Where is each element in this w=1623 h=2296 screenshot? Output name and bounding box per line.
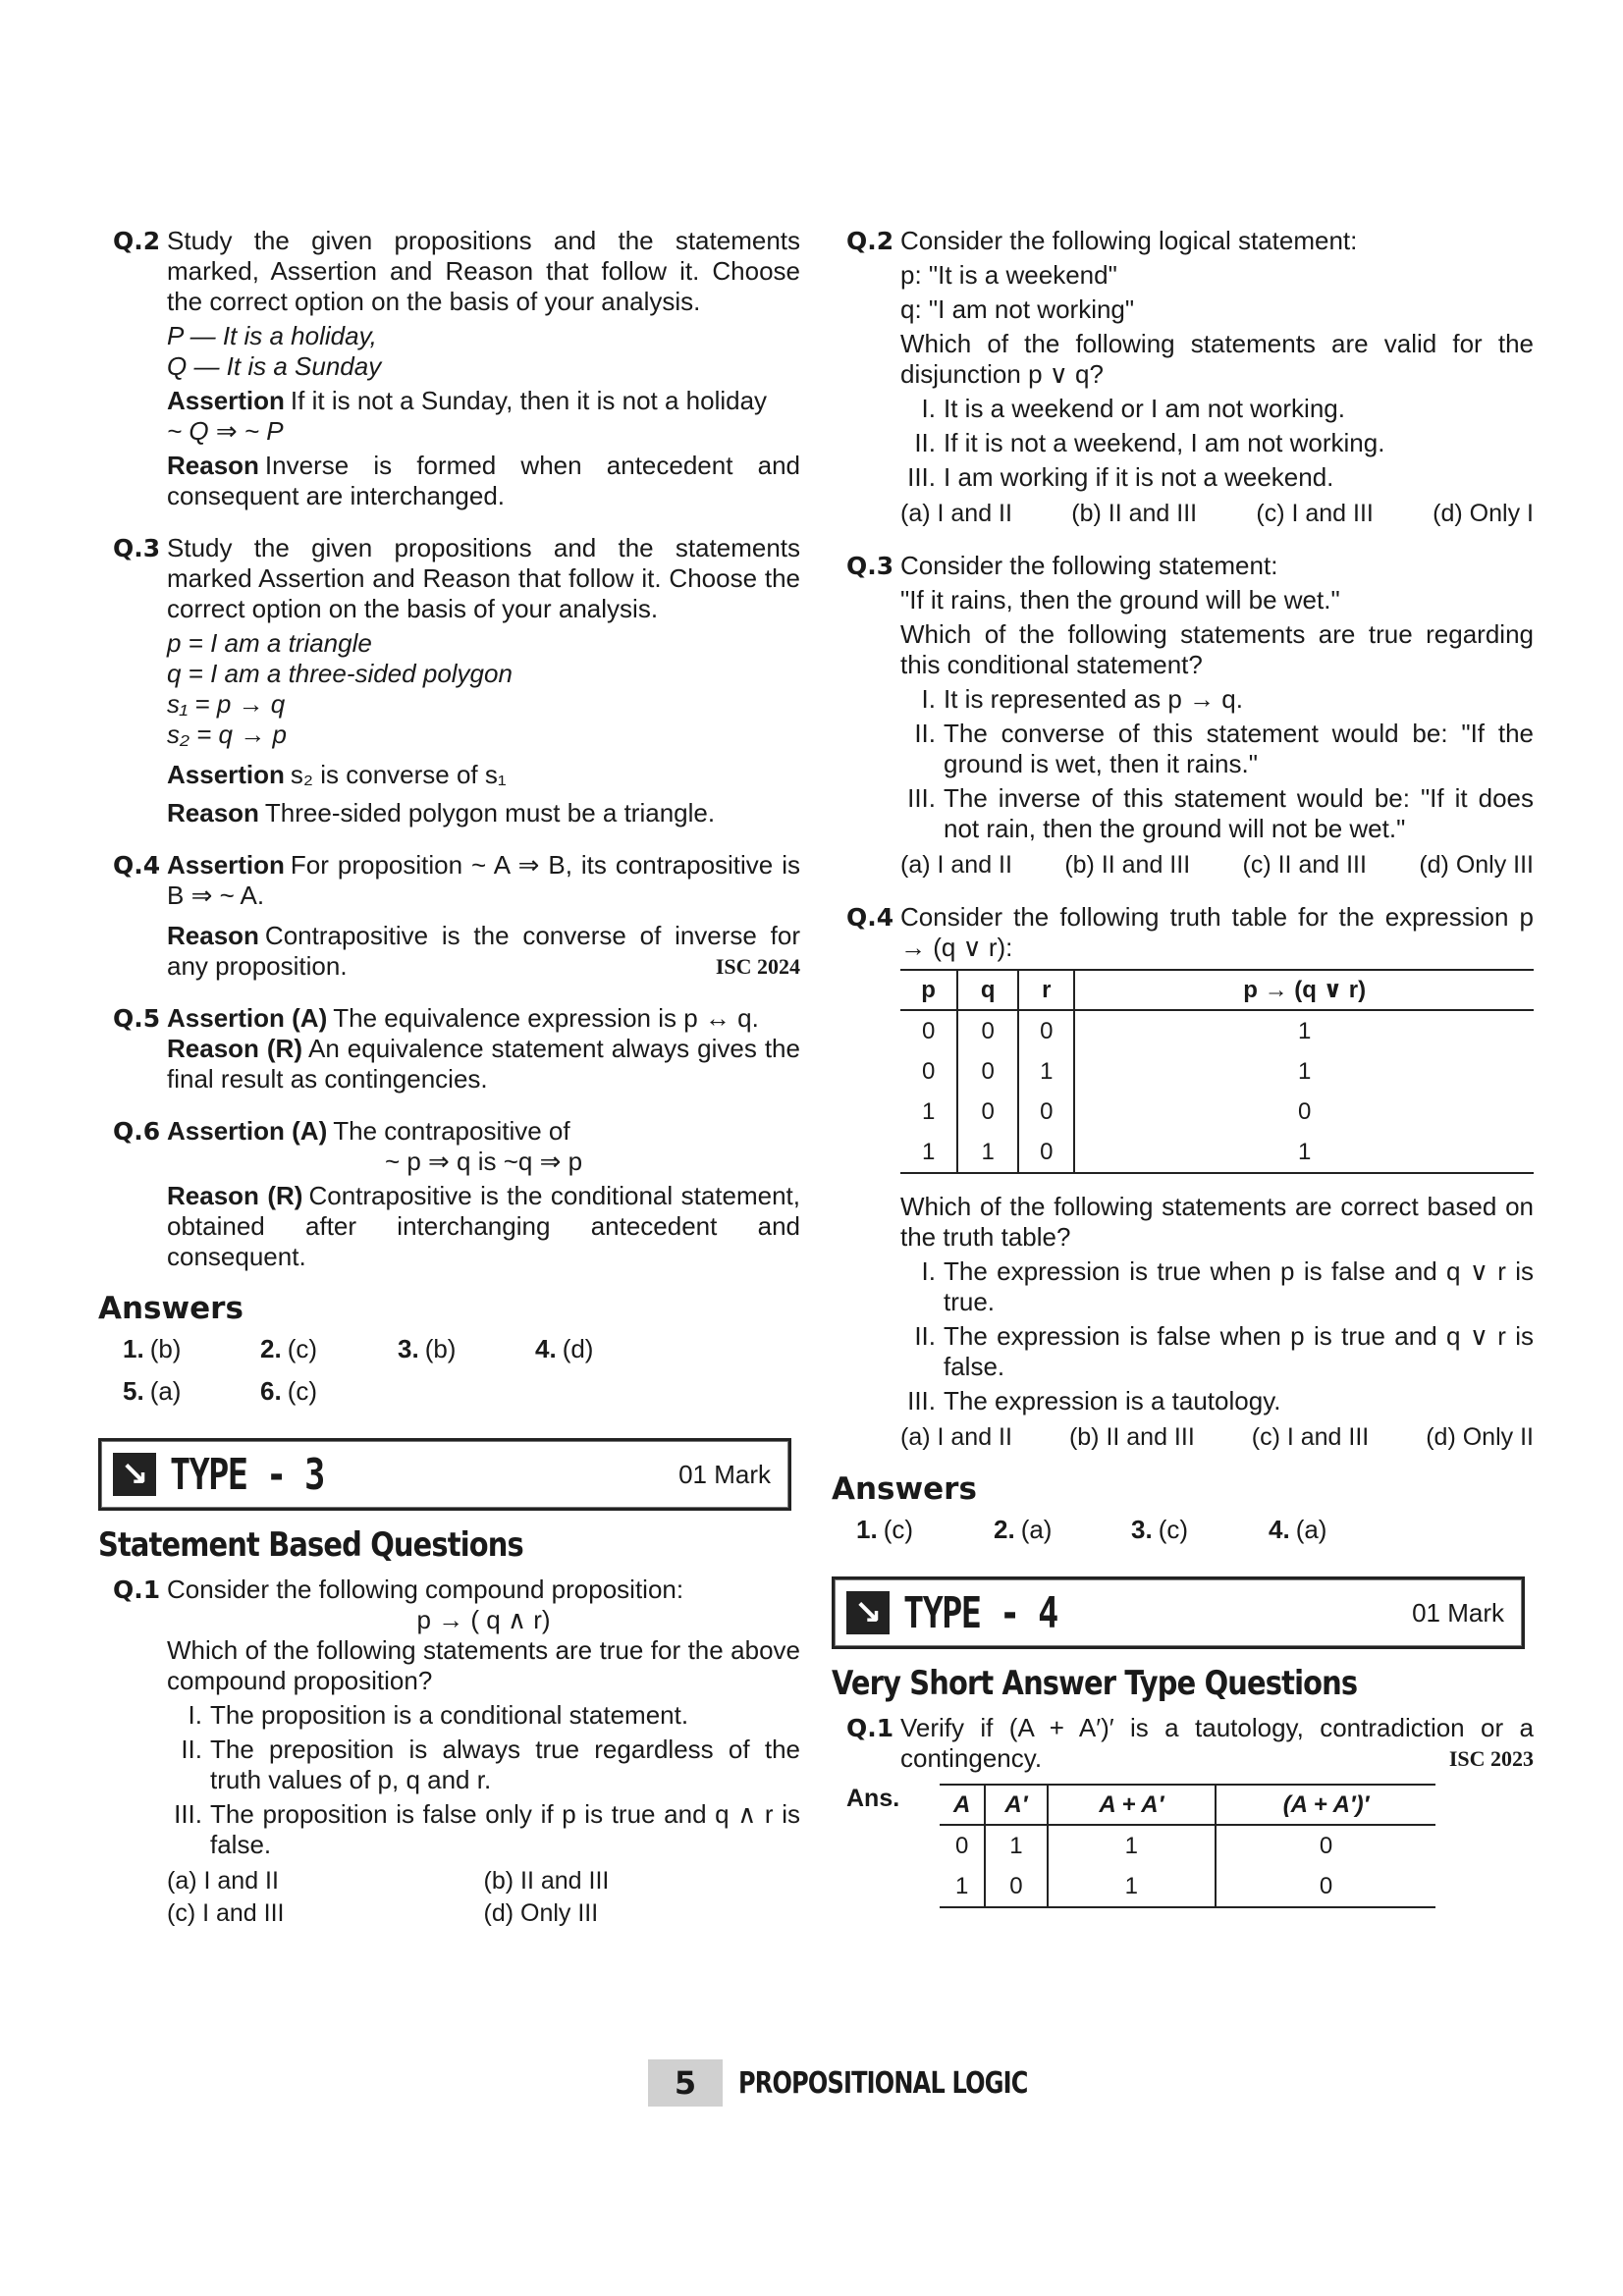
reason-label: Reason (R) <box>167 1181 303 1210</box>
assertion <box>167 386 800 416</box>
question-text: Consider the following compound proposition: <box>167 1575 684 1604</box>
answers-heading: Answers <box>98 1291 243 1326</box>
answer-item: 5. (a) <box>123 1376 182 1406</box>
reason-label: Reason <box>167 798 259 828</box>
statement-item: III. The proposition is false only if p is true and q ∧ r is false. <box>174 1799 800 1859</box>
option: (a) I and II <box>167 1867 279 1895</box>
question-4-assertion <box>113 850 800 982</box>
question-3-assertion <box>113 533 800 828</box>
option: (a) I and II <box>900 500 1012 527</box>
table-row: 0 1 1 0 <box>940 1825 1435 1866</box>
statement-item: I. The proposition is a conditional statement. <box>188 1700 689 1730</box>
exam-tag: ISC 2024 <box>715 954 800 979</box>
assertion-text: If it is not a Sunday, then it is not a holiday <box>290 386 768 415</box>
table-row: 0 0 0 1 <box>900 1010 1534 1051</box>
type-mark: 01 Mark <box>1412 1597 1504 1628</box>
answer-block <box>846 1784 1534 1908</box>
quoted-statement: "If it rains, then the ground will be wet." <box>900 585 1340 614</box>
statement-item: II. The preposition is always true regardless of the truth values of p, q and r. <box>181 1735 800 1794</box>
option: (c) I and III <box>1251 1423 1370 1451</box>
page-footer <box>648 2059 1100 2107</box>
statement-question-4 <box>846 902 1534 1453</box>
option: (b) II and III <box>1071 500 1198 527</box>
question-text-2: Which of the following statements are correct based on the truth table? <box>900 1192 1534 1252</box>
answer-item: 3. (c) <box>1131 1515 1189 1544</box>
answer-item: 4. (d) <box>535 1334 594 1363</box>
type-mark: 01 Mark <box>678 1459 771 1489</box>
proposition-line: s₂ = q → p <box>167 720 287 749</box>
question-text: Study the given propositions and the statements marked Assertion and Reason that follow it. Choose the correct option on the basis of your analysis. <box>167 533 800 623</box>
answer-label: Ans. <box>846 1785 900 1812</box>
statement-question-1 <box>113 1575 800 1929</box>
proposition-q: q: "I am not working" <box>900 294 1135 324</box>
proposition-p: p: "It is a weekend" <box>900 260 1117 290</box>
reason-text: Inverse is formed when antecedent and consequent are interchanged. <box>167 451 800 510</box>
chapter-title: PROPOSITIONAL LOGIC <box>738 2065 1028 2101</box>
assertion-text: The contrapositive of <box>333 1116 570 1146</box>
answers-list <box>113 1334 800 1418</box>
question-text: Consider the following statement: <box>900 551 1278 580</box>
question-2-assertion <box>113 226 800 511</box>
option: (d) Only I <box>1433 500 1534 527</box>
question-text: Verify if (A + A′)′ is a tautology, contradiction or a contingency. ISC 2023 <box>900 1713 1534 1773</box>
question-number: Q.1 <box>846 1714 894 1742</box>
table-header: q <box>957 970 1018 1010</box>
answer-item: 2. (c) <box>260 1334 318 1363</box>
reason <box>167 798 800 828</box>
option: (c) I and III <box>167 1899 285 1927</box>
statement-item: III. I am working if it is not a weekend. <box>907 462 1334 492</box>
options <box>900 499 1534 529</box>
option: (c) I and III <box>1256 500 1374 527</box>
options <box>900 850 1534 881</box>
answer-item: 3. (b) <box>398 1334 457 1363</box>
type-4-banner <box>832 1576 1525 1649</box>
question-text: Consider the following truth table for the expression p → (q ∨ r): <box>900 902 1534 962</box>
answer-item: 1. (b) <box>123 1334 182 1363</box>
assertion <box>167 760 800 790</box>
reason-text: An equivalence statement always gives the final result as contingencies. <box>167 1034 800 1094</box>
assertion-text: For proposition ~ A ⇒ B, its contrapositive is B ⇒ ~ A. <box>167 850 800 910</box>
reason <box>167 451 800 511</box>
option: (a) I and II <box>900 1423 1012 1451</box>
answer-item: 6. (c) <box>260 1376 318 1406</box>
reason-label: Reason <box>167 921 259 950</box>
arrow-down-right-icon: ↘ <box>846 1591 890 1634</box>
question-number: Q.2 <box>846 227 894 255</box>
statement-item: I. It is a weekend or I am not working. <box>921 394 1345 423</box>
exam-tag: ISC 2023 <box>1448 1746 1534 1771</box>
question-text-2: Which of the following statements are true for the above compound proposition? <box>167 1635 800 1695</box>
statement-item: III. The expression is a tautology. <box>907 1386 1281 1415</box>
type-3-banner <box>98 1438 791 1511</box>
table-header-row <box>900 970 1534 1010</box>
statement-item: II. The converse of this statement would be: "If the ground is wet, then it rains." <box>914 719 1534 778</box>
statement-question-3 <box>846 551 1534 881</box>
table-header: p → (q ∨ r) <box>1074 970 1534 1010</box>
question-6-assertion <box>113 1116 800 1272</box>
assertion-label: Assertion <box>167 850 285 880</box>
option: (a) I and II <box>900 851 1012 879</box>
table-header: A + A′ <box>1048 1785 1217 1825</box>
assertion-expression: ~ Q ⇒ ~ P <box>167 416 284 446</box>
table-row: 1 0 0 0 <box>900 1092 1534 1132</box>
section-title: Very Short Answer Type Questions <box>832 1664 1358 1703</box>
option: (d) Only III <box>1419 851 1534 879</box>
type-title: TYPE - 3 <box>170 1449 324 1500</box>
statement-item: I. It is represented as p → q. <box>921 684 1243 714</box>
assertion-text: s₂ is converse of s₁ <box>290 760 507 789</box>
reason-text: Contrapositive is the converse of inverse for any proposition. <box>167 921 800 981</box>
answers-list <box>846 1515 1534 1557</box>
question-number: Q.2 <box>113 227 161 255</box>
very-short-question-1 <box>846 1713 1534 1908</box>
reason-text: Contrapositive is the conditional statement, obtained after interchanging antecedent and consequent. <box>167 1181 800 1271</box>
table-row: 1 0 1 0 <box>940 1866 1435 1907</box>
question-number: Q.6 <box>113 1117 161 1146</box>
question-number: Q.5 <box>113 1004 161 1033</box>
proposition-line: s₁ = p → q <box>167 689 286 719</box>
right-column <box>832 226 1534 1930</box>
table-row: 1 1 0 1 <box>900 1132 1534 1173</box>
statement-item: II. The expression is false when p is true and q ∨ r is false. <box>914 1321 1534 1381</box>
table-header: r <box>1018 970 1074 1010</box>
page-number: 5 <box>648 2059 723 2107</box>
left-column <box>98 226 800 1950</box>
question-number: Q.3 <box>846 552 894 580</box>
answer-item: 1. (c) <box>856 1515 914 1544</box>
question-text: Study the given propositions and the statements marked, Assertion and Reason that follow it. Choose the correct option on the basis of your analysis. <box>167 226 800 316</box>
reason-label: Reason <box>167 451 259 480</box>
question-number: Q.4 <box>113 851 161 880</box>
table-header: A′ <box>985 1785 1047 1825</box>
table-row: 0 0 1 1 <box>900 1051 1534 1092</box>
table-header: A <box>940 1785 985 1825</box>
type-title: TYPE - 4 <box>903 1587 1057 1638</box>
statement-item: II. If it is not a weekend, I am not working. <box>914 428 1385 457</box>
question-number: Q.4 <box>846 903 894 932</box>
assertion-expression: ~ p ⇒ q is ~q ⇒ p <box>384 1147 583 1176</box>
options <box>900 1422 1534 1453</box>
proposition-line: p = I am a triangle <box>167 628 372 658</box>
reason-text: Three-sided polygon must be a triangle. <box>264 798 716 828</box>
assertion-label: Assertion <box>167 760 285 789</box>
option: (b) II and III <box>483 1867 610 1895</box>
assertion-text: The equivalence expression is p ↔ q. <box>333 1003 759 1033</box>
statement-item: I. The expression is true when p is false and q ∨ r is true. <box>921 1256 1534 1316</box>
assertion <box>167 850 800 911</box>
answer-item: 2. (a) <box>994 1515 1053 1544</box>
question-text: Consider the following logical statement: <box>900 226 1358 255</box>
statement-question-2 <box>846 226 1534 529</box>
arrow-down-right-icon: ↘ <box>113 1453 156 1496</box>
answers-heading: Answers <box>832 1471 977 1507</box>
compound-expression: p → ( q ∧ r) <box>416 1605 551 1634</box>
assertion-label: Assertion <box>167 386 285 415</box>
assertion <box>167 1116 800 1147</box>
assertion-label: Assertion (A) <box>167 1116 328 1146</box>
statement-item: III. The inverse of this statement would be: "If it does not rain, then the ground will not be wet." <box>907 783 1534 843</box>
truth-table <box>900 969 1534 1174</box>
options <box>167 1866 800 1929</box>
table-header: p <box>900 970 957 1010</box>
proposition-p: P — It is a holiday, <box>167 321 377 350</box>
reason <box>167 1181 800 1272</box>
question-number: Q.3 <box>113 534 161 562</box>
truth-table <box>940 1784 1435 1908</box>
answer-item: 4. (a) <box>1269 1515 1327 1544</box>
option: (d) Only III <box>483 1899 599 1927</box>
option: (c) II and III <box>1242 851 1367 879</box>
reason <box>167 1034 800 1095</box>
assertion <box>167 1003 800 1034</box>
question-number: Q.1 <box>113 1575 161 1604</box>
option: (b) II and III <box>1068 1423 1195 1451</box>
table-header-row <box>940 1785 1435 1825</box>
reason <box>167 921 800 982</box>
option: (b) II and III <box>1064 851 1191 879</box>
proposition-q: Q — It is a Sunday <box>167 351 382 381</box>
question-5-assertion <box>113 1003 800 1095</box>
question-text-2: Which of the following statements are valid for the disjunction p ∨ q? <box>900 329 1534 389</box>
proposition-line: q = I am a three-sided polygon <box>167 659 513 688</box>
table-header: (A + A′)′ <box>1216 1785 1435 1825</box>
section-title: Statement Based Questions <box>98 1525 523 1565</box>
assertion-label: Assertion (A) <box>167 1003 328 1033</box>
question-text-2: Which of the following statements are true regarding this conditional statement? <box>900 619 1534 679</box>
option: (d) Only II <box>1426 1423 1534 1451</box>
reason-label: Reason (R) <box>167 1034 302 1063</box>
